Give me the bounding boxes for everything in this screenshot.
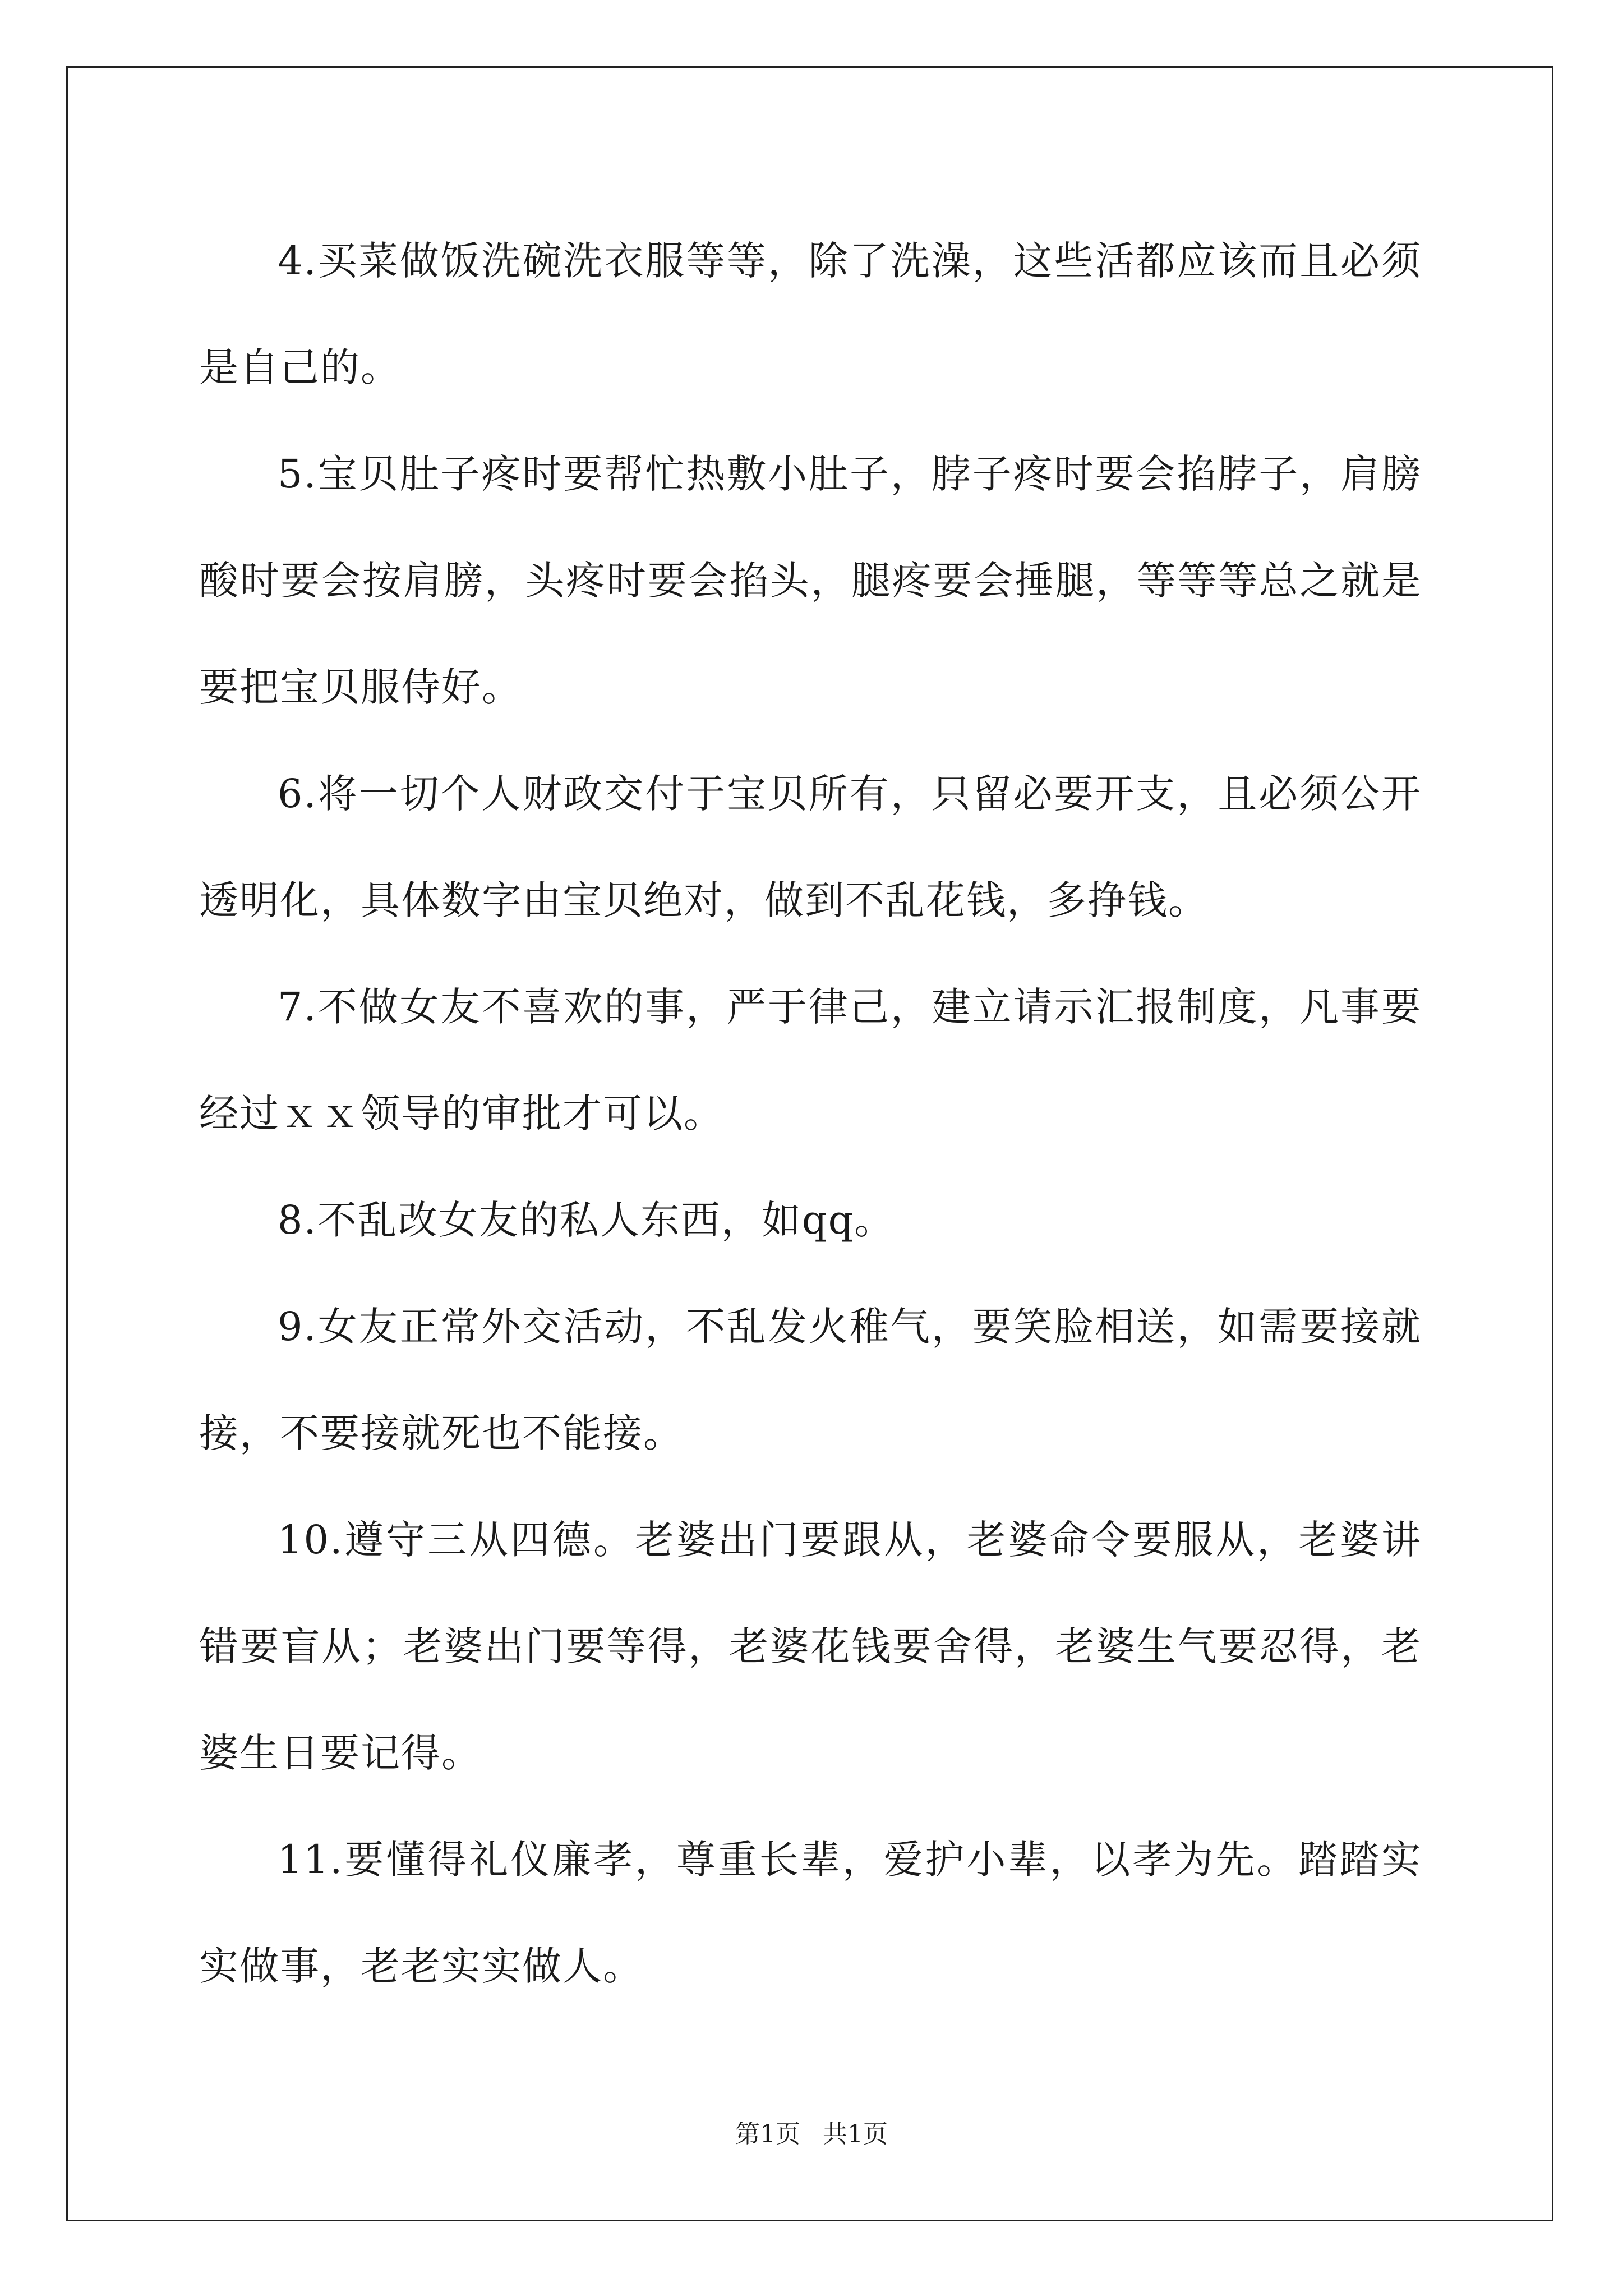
paragraph-10: 10.遵守三从四德。老婆出门要跟从，老婆命令要服从，老婆讲错要盲从；老婆出门要等得，老婆花钱要舍得，老婆生气要忍得，老婆生日要记得。 [199, 1517, 1422, 1776]
paragraph-11: 11.要懂得礼仪廉孝，尊重长辈，爱护小辈，以孝为先。踏踏实实做事，老老实实做人。 [199, 1837, 1422, 1989]
paragraph-5: 5.宝贝肚子疼时要帮忙热敷小肚子，脖子疼时要会掐脖子，肩膀酸时要会按肩膀，头疼时要会掐头，腿疼要会捶腿，等等等总之就是要把宝贝服侍好。 [199, 451, 1422, 710]
page-number-total: 共1页 [823, 2120, 888, 2148]
paragraph-6: 6.将一切个人财政交付于宝贝所有，只留必要开支，且必须公开透明化，具体数字由宝贝绝对，做到不乱花钱，多挣钱。 [199, 771, 1422, 923]
page-footer [0, 2114, 1623, 2150]
paragraph-8: 8.不乱改女友的私人东西，如qq。 [278, 1197, 895, 1243]
paragraph-9: 9.女友正常外交活动，不乱发火稚气，要笑脸相送，如需要接就接，不要接就死也不能接。 [199, 1304, 1422, 1456]
page-number-current: 第1页 [735, 2120, 800, 2148]
paragraph-7: 7.不做女友不喜欢的事，严于律己，建立请示汇报制度，凡事要经过ｘｘ领导的审批才可以。 [199, 984, 1422, 1137]
document-body [199, 208, 1422, 2019]
paragraph-4: 4.买菜做饭洗碗洗衣服等等，除了洗澡，这些活都应该而且必须是自己的。 [199, 238, 1422, 390]
